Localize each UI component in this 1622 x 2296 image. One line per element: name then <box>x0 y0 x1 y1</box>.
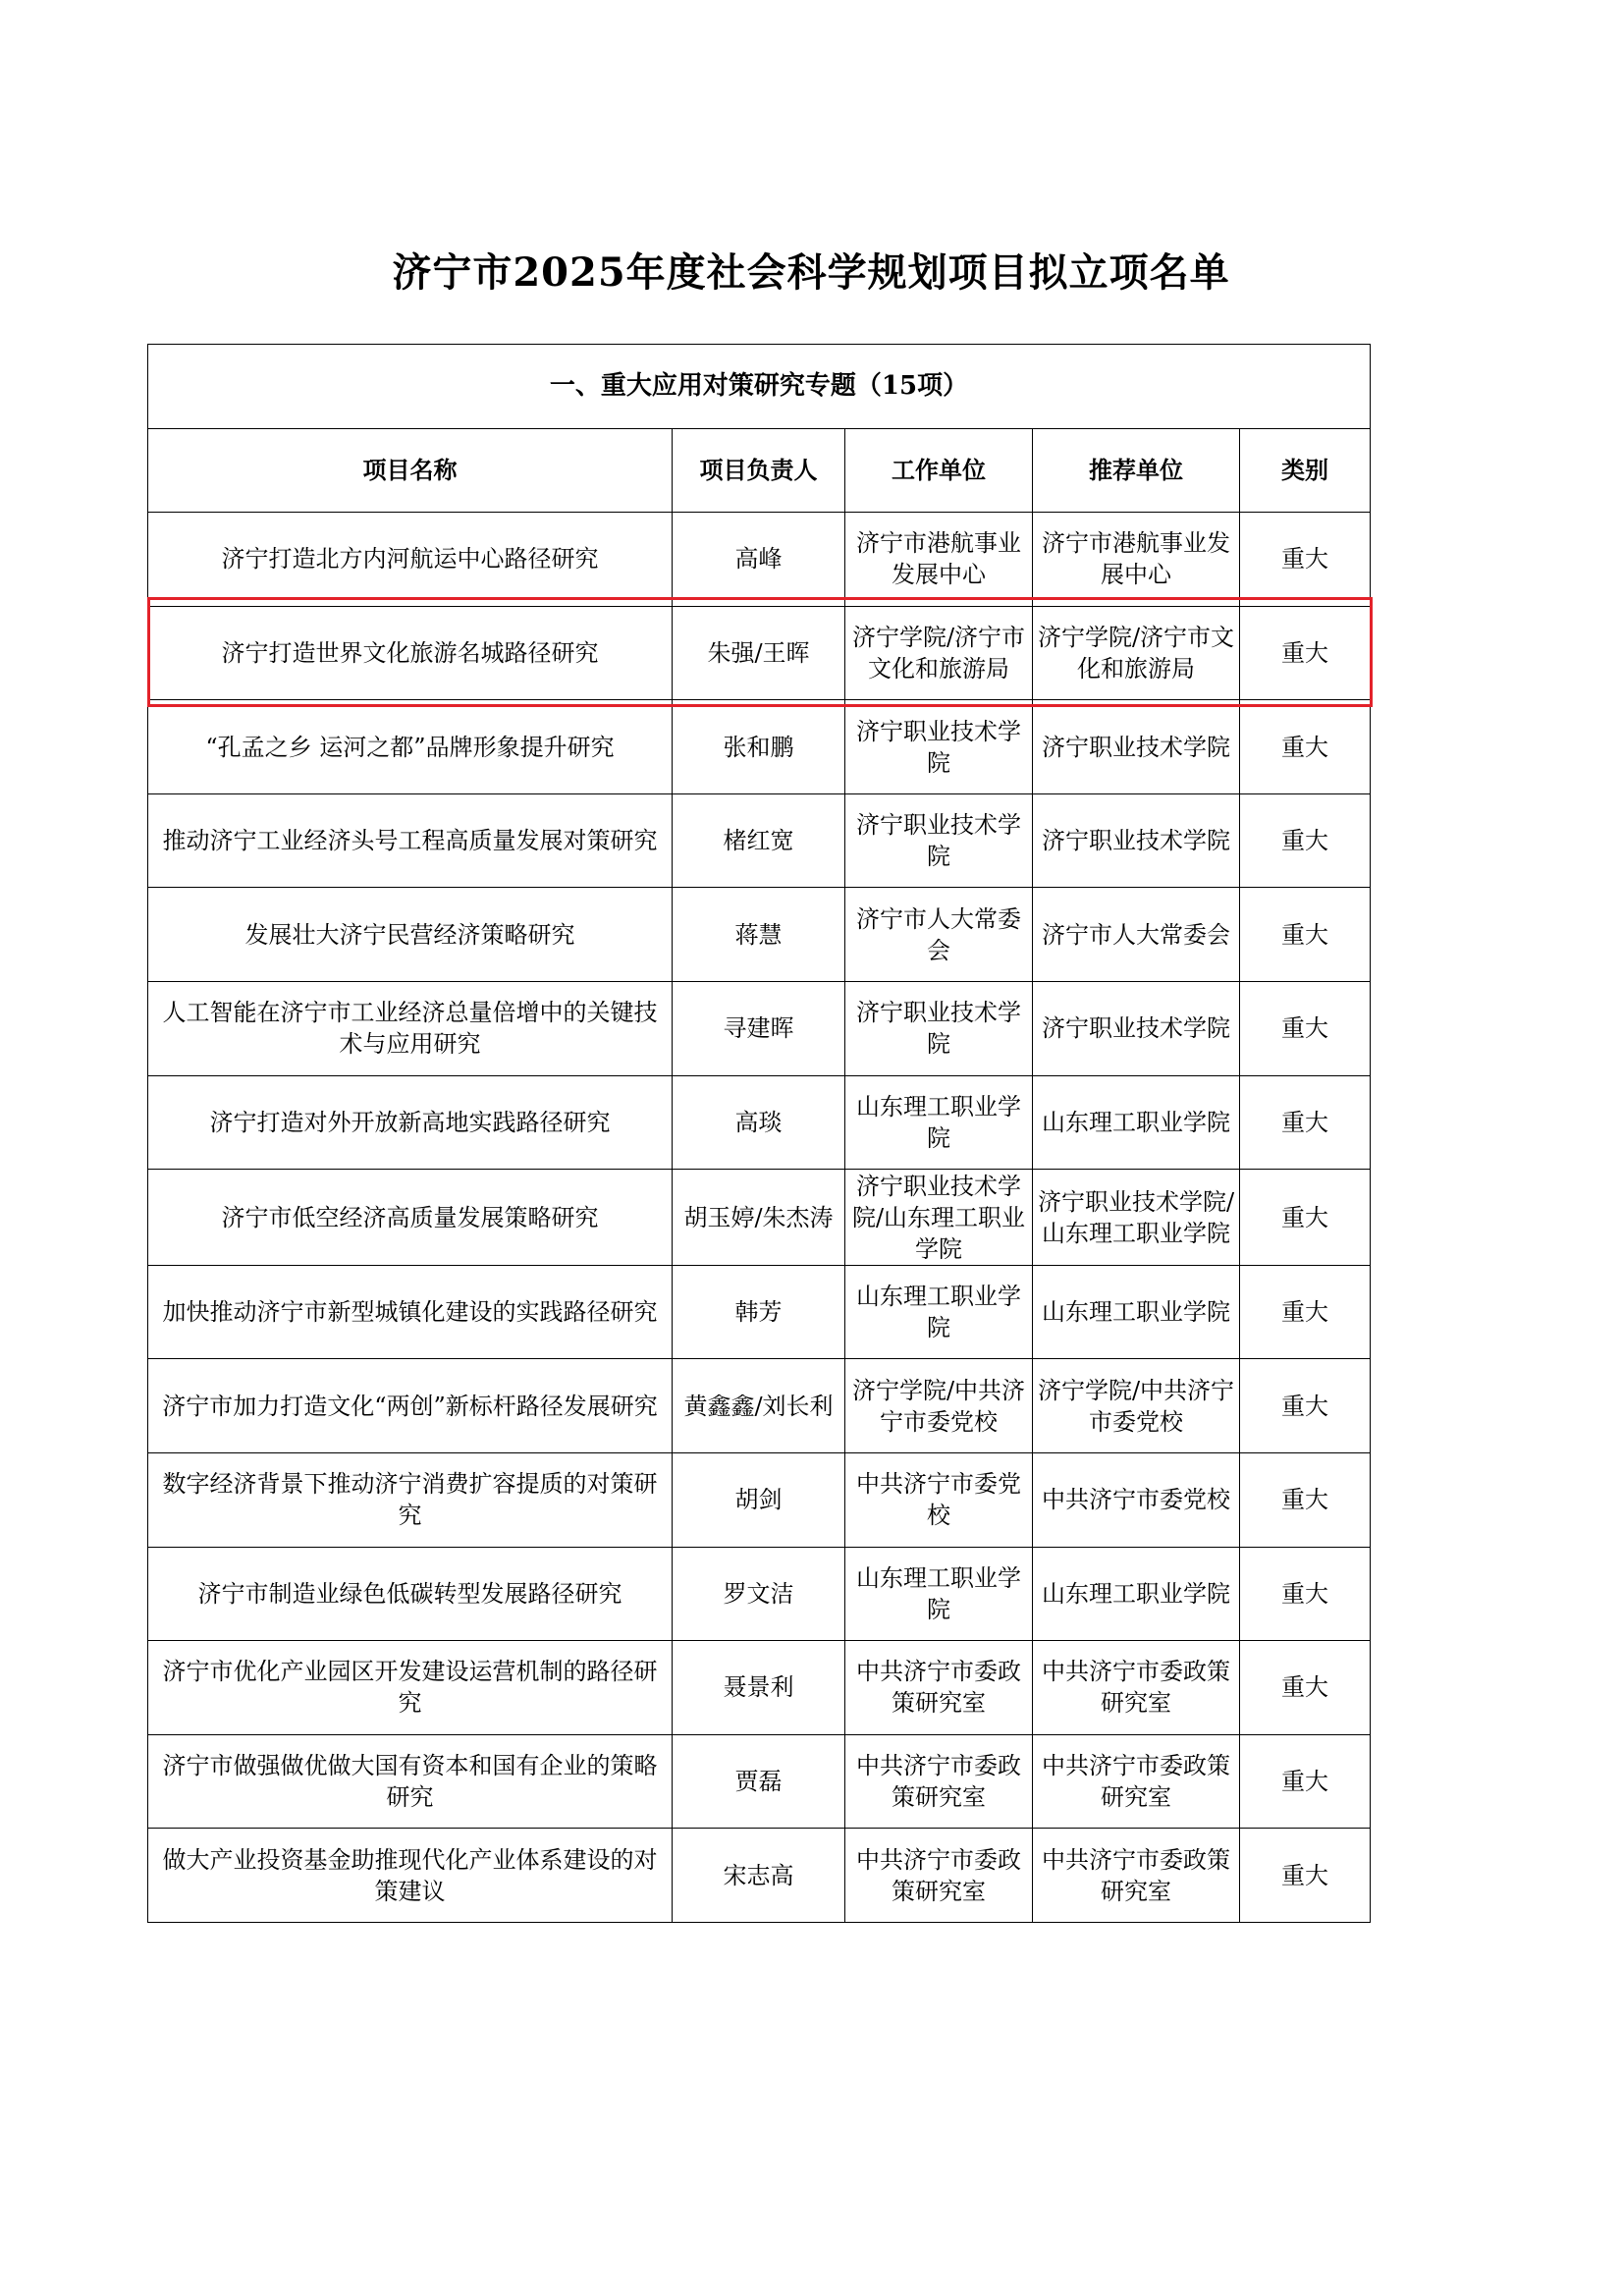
cell-recommend-unit: 山东理工职业学院 <box>1033 1075 1240 1170</box>
table-row <box>148 793 1371 888</box>
cell-project-name: 济宁市制造业绿色低碳转型发展路径研究 <box>148 1547 673 1641</box>
cell-category: 重大 <box>1240 1453 1371 1548</box>
cell-project-name: 济宁市做强做优做大国有资本和国有企业的策略研究 <box>148 1734 673 1829</box>
cell-work-unit: 山东理工职业学院 <box>845 1265 1033 1359</box>
cell-leader: 高峰 <box>673 513 845 607</box>
section-title: 一、重大应用对策研究专题（15项） <box>148 345 1371 429</box>
column-header-project-name: 项目名称 <box>148 428 673 513</box>
page-title: 济宁市2025年度社会科学规划项目拟立项名单 <box>392 249 1230 296</box>
cell-recommend-unit: 济宁职业技术学院 <box>1033 982 1240 1076</box>
cell-category: 重大 <box>1240 606 1371 700</box>
table-row <box>148 1641 1371 1735</box>
table-row <box>148 1170 1371 1266</box>
table-row <box>148 700 1371 794</box>
cell-project-name: “孔孟之乡 运河之都”品牌形象提升研究 <box>148 700 673 794</box>
cell-category: 重大 <box>1240 1265 1371 1359</box>
cell-work-unit: 中共济宁市委政策研究室 <box>845 1829 1033 1923</box>
cell-work-unit: 山东理工职业学院 <box>845 1075 1033 1170</box>
cell-project-name: 济宁市加力打造文化“两创”新标杆路径发展研究 <box>148 1359 673 1453</box>
cell-work-unit: 山东理工职业学院 <box>845 1547 1033 1641</box>
cell-category: 重大 <box>1240 1641 1371 1735</box>
cell-category: 重大 <box>1240 793 1371 888</box>
cell-work-unit: 济宁职业技术学院 <box>845 700 1033 794</box>
cell-leader: 黄鑫鑫/刘长利 <box>673 1359 845 1453</box>
cell-leader: 贾磊 <box>673 1734 845 1829</box>
cell-recommend-unit: 济宁职业技术学院 <box>1033 700 1240 794</box>
cell-work-unit: 济宁学院/中共济宁市委党校 <box>845 1359 1033 1453</box>
project-table <box>147 344 1371 1923</box>
cell-work-unit: 中共济宁市委政策研究室 <box>845 1734 1033 1829</box>
table-row <box>148 888 1371 982</box>
table-row <box>148 1265 1371 1359</box>
section-header-row <box>148 345 1371 429</box>
cell-category: 重大 <box>1240 513 1371 607</box>
cell-recommend-unit: 济宁市人大常委会 <box>1033 888 1240 982</box>
cell-recommend-unit: 山东理工职业学院 <box>1033 1265 1240 1359</box>
cell-project-name: 济宁打造北方内河航运中心路径研究 <box>148 513 673 607</box>
column-header-row <box>148 428 1371 513</box>
cell-category: 重大 <box>1240 1075 1371 1170</box>
cell-project-name: 人工智能在济宁市工业经济总量倍增中的关键技术与应用研究 <box>148 982 673 1076</box>
cell-recommend-unit: 济宁职业技术学院 <box>1033 793 1240 888</box>
cell-project-name: 做大产业投资基金助推现代化产业体系建设的对策建议 <box>148 1829 673 1923</box>
cell-work-unit: 济宁职业技术学院 <box>845 982 1033 1076</box>
column-header-work-unit: 工作单位 <box>845 428 1033 513</box>
cell-work-unit: 济宁职业技术学院/山东理工职业学院 <box>845 1170 1033 1266</box>
cell-leader: 宋志高 <box>673 1829 845 1923</box>
cell-work-unit: 中共济宁市委政策研究室 <box>845 1641 1033 1735</box>
table-row <box>148 1075 1371 1170</box>
cell-recommend-unit: 济宁职业技术学院/山东理工职业学院 <box>1033 1170 1240 1266</box>
cell-category: 重大 <box>1240 1734 1371 1829</box>
cell-leader: 朱强/王晖 <box>673 606 845 700</box>
cell-leader: 寻建晖 <box>673 982 845 1076</box>
cell-project-name: 济宁市低空经济高质量发展策略研究 <box>148 1170 673 1266</box>
cell-work-unit: 中共济宁市委党校 <box>845 1453 1033 1548</box>
cell-project-name: 发展壮大济宁民营经济策略研究 <box>148 888 673 982</box>
cell-project-name: 加快推动济宁市新型城镇化建设的实践路径研究 <box>148 1265 673 1359</box>
cell-recommend-unit: 济宁市港航事业发展中心 <box>1033 513 1240 607</box>
table-row <box>148 1734 1371 1829</box>
cell-leader: 蒋慧 <box>673 888 845 982</box>
column-header-category: 类别 <box>1240 428 1371 513</box>
cell-leader: 聂景利 <box>673 1641 845 1735</box>
cell-project-name: 济宁市优化产业园区开发建设运营机制的路径研究 <box>148 1641 673 1735</box>
cell-project-name: 推动济宁工业经济头号工程高质量发展对策研究 <box>148 793 673 888</box>
table-row <box>148 606 1371 700</box>
table-row <box>148 1829 1371 1923</box>
table-row <box>148 1547 1371 1641</box>
cell-recommend-unit: 济宁学院/济宁市文化和旅游局 <box>1033 606 1240 700</box>
cell-recommend-unit: 中共济宁市委政策研究室 <box>1033 1641 1240 1735</box>
cell-recommend-unit: 济宁学院/中共济宁市委党校 <box>1033 1359 1240 1453</box>
cell-leader: 罗文洁 <box>673 1547 845 1641</box>
cell-project-name: 数字经济背景下推动济宁消费扩容提质的对策研究 <box>148 1453 673 1548</box>
cell-recommend-unit: 中共济宁市委政策研究室 <box>1033 1734 1240 1829</box>
table-row <box>148 1453 1371 1548</box>
column-header-leader: 项目负责人 <box>673 428 845 513</box>
table-row <box>148 513 1371 607</box>
column-header-recommend-unit: 推荐单位 <box>1033 428 1240 513</box>
cell-work-unit: 济宁职业技术学院 <box>845 793 1033 888</box>
table-row <box>148 1359 1371 1453</box>
cell-recommend-unit: 中共济宁市委党校 <box>1033 1453 1240 1548</box>
cell-recommend-unit: 山东理工职业学院 <box>1033 1547 1240 1641</box>
cell-leader: 高琰 <box>673 1075 845 1170</box>
cell-leader: 楮红宽 <box>673 793 845 888</box>
cell-recommend-unit: 中共济宁市委政策研究室 <box>1033 1829 1240 1923</box>
cell-work-unit: 济宁市港航事业发展中心 <box>845 513 1033 607</box>
cell-work-unit: 济宁市人大常委会 <box>845 888 1033 982</box>
table-row <box>148 982 1371 1076</box>
cell-project-name: 济宁打造对外开放新高地实践路径研究 <box>148 1075 673 1170</box>
cell-category: 重大 <box>1240 1170 1371 1266</box>
cell-leader: 韩芳 <box>673 1265 845 1359</box>
cell-leader: 张和鹏 <box>673 700 845 794</box>
cell-leader: 胡玉婷/朱杰涛 <box>673 1170 845 1266</box>
cell-category: 重大 <box>1240 1547 1371 1641</box>
cell-category: 重大 <box>1240 982 1371 1076</box>
cell-category: 重大 <box>1240 888 1371 982</box>
cell-work-unit: 济宁学院/济宁市文化和旅游局 <box>845 606 1033 700</box>
cell-category: 重大 <box>1240 1829 1371 1923</box>
cell-leader: 胡剑 <box>673 1453 845 1548</box>
cell-category: 重大 <box>1240 700 1371 794</box>
cell-category: 重大 <box>1240 1359 1371 1453</box>
cell-project-name: 济宁打造世界文化旅游名城路径研究 <box>148 606 673 700</box>
